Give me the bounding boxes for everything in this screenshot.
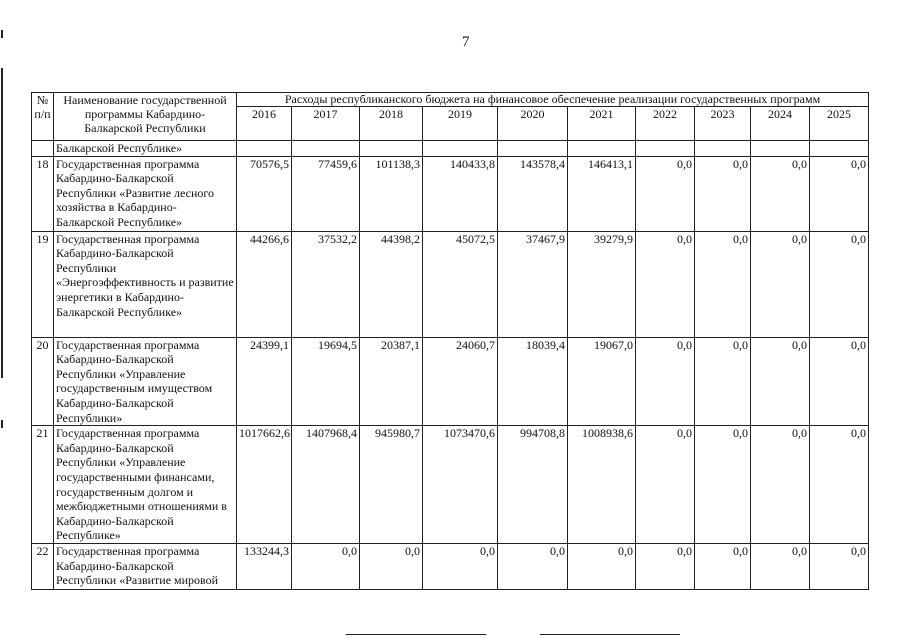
scan-mark [540, 634, 680, 635]
value-cell: 146413,1 [568, 156, 636, 231]
empty-cell [810, 141, 869, 157]
value-cell: 0,0 [498, 544, 568, 590]
value-cell: 18039,4 [498, 337, 568, 426]
carry-row [32, 141, 869, 157]
year-cell: 2018 [360, 107, 423, 141]
value-cell: 0,0 [695, 156, 751, 231]
program-name: Государственная программа Кабардино-Балкарской Республики «Управление государственным имуществом Кабардино-Балкарской Республики» [54, 337, 237, 426]
value-cell: 1008938,6 [568, 426, 636, 544]
value-cell: 143578,4 [498, 156, 568, 231]
value-cell: 19067,0 [568, 337, 636, 426]
value-cell: 0,0 [751, 156, 810, 231]
value-cell: 1017662,6 [237, 426, 292, 544]
value-cell: 101138,3 [360, 156, 423, 231]
year-cell: 2019 [423, 107, 498, 141]
program-name: Государственная программа Кабардино-Балкарской Республики «Развитие лесного хозяйства в Кабардино-Балкарской Республике» [54, 156, 237, 231]
value-cell: 0,0 [810, 156, 869, 231]
value-cell: 0,0 [751, 337, 810, 426]
value-cell: 945980,7 [360, 426, 423, 544]
value-cell: 140433,8 [423, 156, 498, 231]
empty-cell [498, 141, 568, 157]
value-cell: 37532,2 [292, 231, 360, 337]
budget-table [31, 92, 869, 590]
table-row [32, 544, 869, 590]
program-name: Государственная программа Кабардино-Балкарской Республики «Развитие мировой [54, 544, 237, 590]
row-number: 22 [32, 544, 54, 590]
value-cell: 0,0 [695, 337, 751, 426]
carry-no-cell [32, 141, 54, 157]
value-cell: 77459,6 [292, 156, 360, 231]
value-cell: 0,0 [423, 544, 498, 590]
empty-cell [636, 141, 695, 157]
value-cell: 20387,1 [360, 337, 423, 426]
value-cell: 45072,5 [423, 231, 498, 337]
empty-cell [292, 141, 360, 157]
row-number: 20 [32, 337, 54, 426]
value-cell: 0,0 [636, 231, 695, 337]
program-name: Государственная программа Кабардино-Балкарской Республики «Энергоэффективность и развитие энергетики в Кабардино-Балкарской Республике» [54, 231, 237, 337]
year-cell: 2020 [498, 107, 568, 141]
row-number: 18 [32, 156, 54, 231]
table-row [32, 156, 869, 231]
value-cell: 37467,9 [498, 231, 568, 337]
year-cell: 2024 [751, 107, 810, 141]
program-name: Государственная программа Кабардино-Балкарской Республики «Управление государственными финансами, государственным долгом и межбюджетными отношениями в Кабардино-Балкарской Республике» [54, 426, 237, 544]
value-cell: 0,0 [360, 544, 423, 590]
value-cell: 0,0 [568, 544, 636, 590]
table-row [32, 337, 869, 426]
value-cell: 44398,2 [360, 231, 423, 337]
value-cell: 0,0 [636, 426, 695, 544]
empty-cell [237, 141, 292, 157]
value-cell: 0,0 [751, 231, 810, 337]
scan-mark [1, 30, 3, 38]
year-cell: 2023 [695, 107, 751, 141]
header-row [32, 93, 869, 107]
row-number: 19 [32, 231, 54, 337]
header-expenses: Расходы республиканского бюджета на финансовое обеспечение реализации государственных программ [237, 93, 869, 107]
empty-cell [751, 141, 810, 157]
scan-mark [1, 68, 3, 378]
year-cell: 2022 [636, 107, 695, 141]
value-cell: 133244,3 [237, 544, 292, 590]
value-cell: 0,0 [695, 426, 751, 544]
value-cell: 70576,5 [237, 156, 292, 231]
value-cell: 39279,9 [568, 231, 636, 337]
page-number: 7 [462, 34, 470, 50]
value-cell: 44266,6 [237, 231, 292, 337]
year-cell: 2016 [237, 107, 292, 141]
value-cell: 0,0 [810, 544, 869, 590]
table-row [32, 426, 869, 544]
value-cell: 0,0 [810, 337, 869, 426]
value-cell: 0,0 [292, 544, 360, 590]
empty-cell [360, 141, 423, 157]
value-cell: 0,0 [751, 544, 810, 590]
table-row [32, 231, 869, 337]
row-number: 21 [32, 426, 54, 544]
value-cell: 0,0 [810, 426, 869, 544]
value-cell: 24399,1 [237, 337, 292, 426]
value-cell: 0,0 [751, 426, 810, 544]
carry-text: Балкарской Республике» [54, 141, 237, 157]
empty-cell [695, 141, 751, 157]
value-cell: 0,0 [810, 231, 869, 337]
year-cell: 2021 [568, 107, 636, 141]
header-name: Наименование государственной программы Кабардино-Балкарской Республики [54, 93, 237, 141]
year-cell: 2017 [292, 107, 360, 141]
value-cell: 0,0 [636, 544, 695, 590]
empty-cell [423, 141, 498, 157]
header-no: № п/п [32, 93, 54, 141]
value-cell: 0,0 [636, 337, 695, 426]
value-cell: 1073470,6 [423, 426, 498, 544]
value-cell: 0,0 [695, 231, 751, 337]
empty-cell [568, 141, 636, 157]
value-cell: 24060,7 [423, 337, 498, 426]
scan-mark [346, 634, 486, 635]
value-cell: 994708,8 [498, 426, 568, 544]
value-cell: 0,0 [695, 544, 751, 590]
value-cell: 1407968,4 [292, 426, 360, 544]
value-cell: 0,0 [636, 156, 695, 231]
value-cell: 19694,5 [292, 337, 360, 426]
year-cell: 2025 [810, 107, 869, 141]
scan-mark [1, 420, 3, 428]
